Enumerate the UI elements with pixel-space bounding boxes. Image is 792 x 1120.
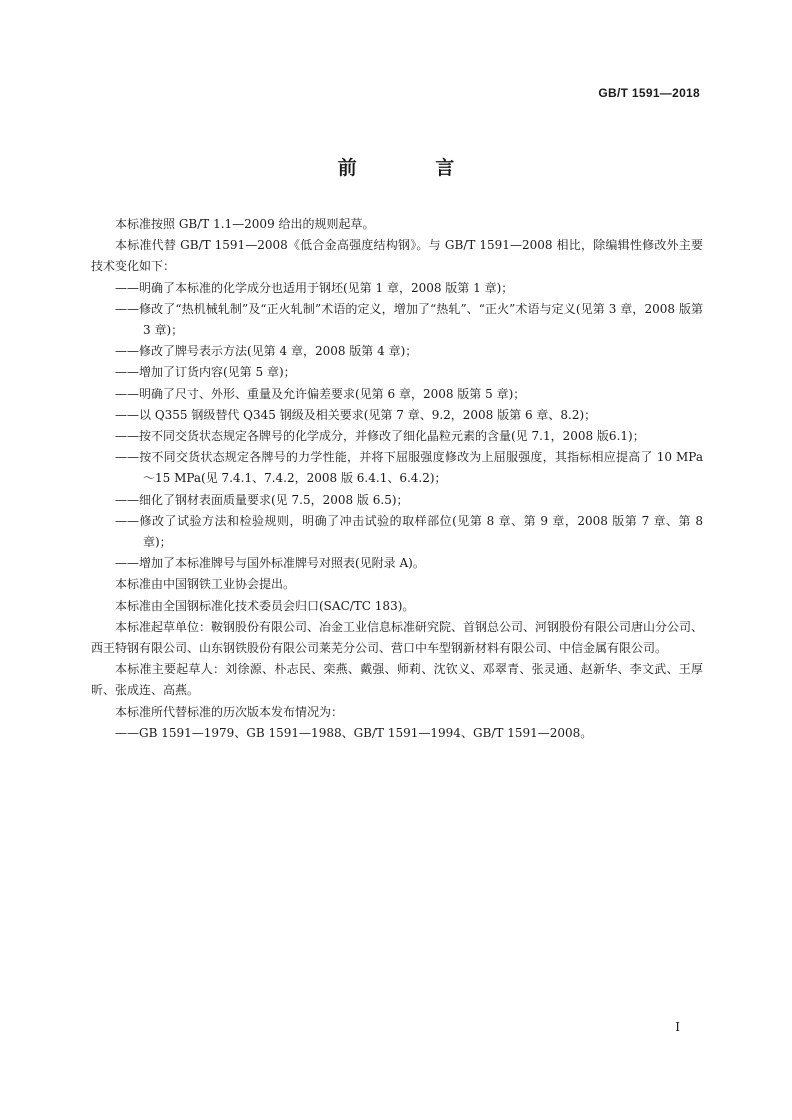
list-item: ——明确了尺寸、外形、重量及允许偏差要求(见第 6 章，2008 版第 5 章)；: [115, 386, 526, 401]
page-title: 前 言: [337, 157, 491, 179]
list-item: ——以 Q355 钢级替代 Q345 钢级及相关要求(见第 7 章、9.2，2008 版第 6 章、8.2)；: [115, 407, 597, 422]
list-item: ——按不同交货状态规定各牌号的力学性能，并将下屈服强度修改为上屈服强度，其指标相应提高了 10 MPa～15 MPa(见 7.4.1、7.4.2，2008 版 6.4.1、6.4.2)；: [115, 450, 703, 486]
document-body: [91, 214, 703, 744]
page-number: I: [675, 1020, 680, 1034]
paragraph: 本标准主要起草人：刘徐源、朴志民、栾燕、戴强、师莉、沈钦义、邓翠青、张灵通、赵新华、李文武、王厚昕、张成连、高燕。: [91, 662, 703, 698]
paragraph: 本标准按照 GB/T 1.1—2009 给出的规则起草。: [115, 217, 375, 231]
paragraph: 本标准代替 GB/T 1591—2008《低合金高强度结构钢》。与 GB/T 1591—2008 相比，除编辑性修改外主要技术变化如下：: [91, 238, 703, 274]
list-item: ——细化了钢材表面质量要求(见 7.5，2008 版 6.5)；: [115, 492, 409, 507]
standard-code: GB/T 1591—2018: [598, 86, 700, 100]
paragraph: 本标准起草单位：鞍钢股份有限公司、冶金工业信息标准研究院、首钢总公司、河钢股份有限公司唐山分公司、西王特钢有限公司、山东钢铁股份有限公司莱芜分公司、营口中车型钢新材料有限公司、中信金属有限公司。: [91, 619, 704, 656]
list-item: ——修改了试验方法和检验规则，明确了冲击试验的取样部位(见第 8 章、第 9 章，2008 版第 7 章、第 8 章)；: [115, 513, 703, 550]
list-item: ——修改了“热机械轧制”及“正火轧制”术语的定义，增加了“热轧”、“正火”术语与定义(见第 3 章，2008 版第 3 章)；: [115, 301, 703, 338]
list-item: ——增加了本标准牌号与国外标准牌号对照表(见附录 A)。: [115, 556, 425, 571]
list-item: ——修改了牌号表示方法(见第 4 章，2008 版第 4 章)；: [115, 344, 418, 359]
list-item: ——GB 1591—1979、GB 1591—1988、GB/T 1591—1994、GB/T 1591—2008。: [115, 725, 593, 740]
list-item: ——明确了本标准的化学成分也适用于钢坯(见第 1 章，2008 版第 1 章)；: [115, 280, 514, 295]
list-item: ——增加了订货内容(见第 5 章)；: [115, 365, 296, 380]
list-item: ——按不同交货状态规定各牌号的化学成分，并修改了细化晶粒元素的含量(见 7.1，2008 版6.1)；: [115, 429, 645, 444]
paragraph: 本标准由全国钢标准化技术委员会归口(SAC/TC 183)。: [115, 598, 415, 613]
paragraph: 本标准由中国钢铁工业协会提出。: [115, 577, 296, 592]
paragraph: 本标准所代替标准的历次版本发布情况为：: [115, 704, 344, 719]
